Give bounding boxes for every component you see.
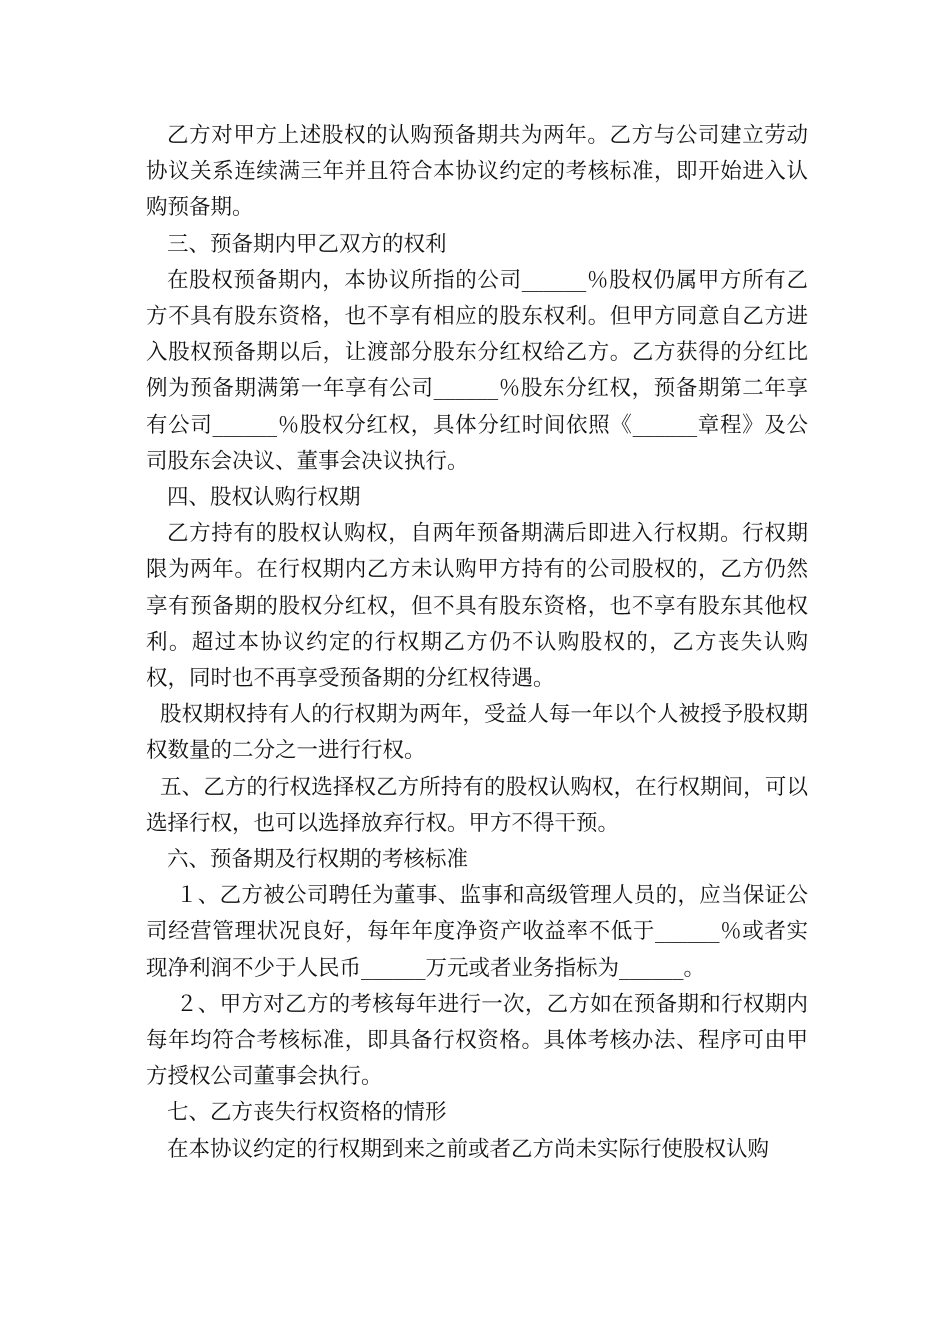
heading-section-7: 七、乙方丧失行权资格的情形	[167, 1100, 447, 1126]
document-page	[146, 118, 808, 1168]
paragraph-assessment-item-2: ２、甲方对乙方的考核每年进行一次，乙方如在预备期和行权期内每年均符合考核标准，即具备行权资格。具体考核办法、程序可由甲方授权公司董事会执行。	[146, 991, 808, 1090]
paragraph-option-holder-exercise: 股权期权持有人的行权期为两年，受益人每一年以个人被授予股权期权数量的二分之一进行行权。	[146, 702, 808, 764]
heading-section-4: 四、股权认购行权期	[167, 485, 361, 511]
heading-section-6: 六、预备期及行权期的考核标准	[167, 847, 469, 873]
paragraph-loss-of-exercise-qualification: 在本协议约定的行权期到来之前或者乙方尚未实际行使股权认购	[167, 1136, 770, 1162]
paragraph-exercise-period: 乙方持有的股权认购权，自两年预备期满后即进入行权期。行权期限为两年。在行权期内乙方未认购甲方持有的公司股权的，乙方仍然享有预备期的股权分红权，但不具有股东资格，也不享有股东其他权利。超过本协议约定的行权期乙方仍不认购股权的，乙方丧失认购权，同时也不再享受预备期的分红权待遇。	[146, 521, 808, 692]
paragraph-subscription-preparation-period: 乙方对甲方上述股权的认购预备期共为两年。乙方与公司建立劳动协议关系连续满三年并且符合本协议约定的考核标准，即开始进入认购预备期。	[146, 123, 808, 221]
paragraph-rights-during-preparation: 在股权预备期内，本协议所指的公司______％股权仍属甲方所有乙方不具有股东资格，也不享有相应的股东权利。但甲方同意自乙方进入股权预备期以后，让渡部分股东分红权给乙方。乙方获得的分红比例为预备期满第一年享有公司______％股东分红权，预备期第二年享有公司______％股权分红权，具体分红时间依照《______章程》及公司股东会决议、董事会决议执行。	[146, 267, 808, 474]
paragraph-assessment-item-1: １、乙方被公司聘任为董事、监事和高级管理人员的，应当保证公司经营管理状况良好，每年年度净资产收益率不低于______％或者实现净利润不少于人民币______万元或者业务指标为______。	[146, 883, 808, 981]
heading-section-3: 三、预备期内甲乙双方的权利	[167, 231, 447, 257]
paragraph-section-5-exercise-choice: 五、乙方的行权选择权乙方所持有的股权认购权，在行权期间，可以选择行权，也可以选择放弃行权。甲方不得干预。	[146, 774, 808, 836]
